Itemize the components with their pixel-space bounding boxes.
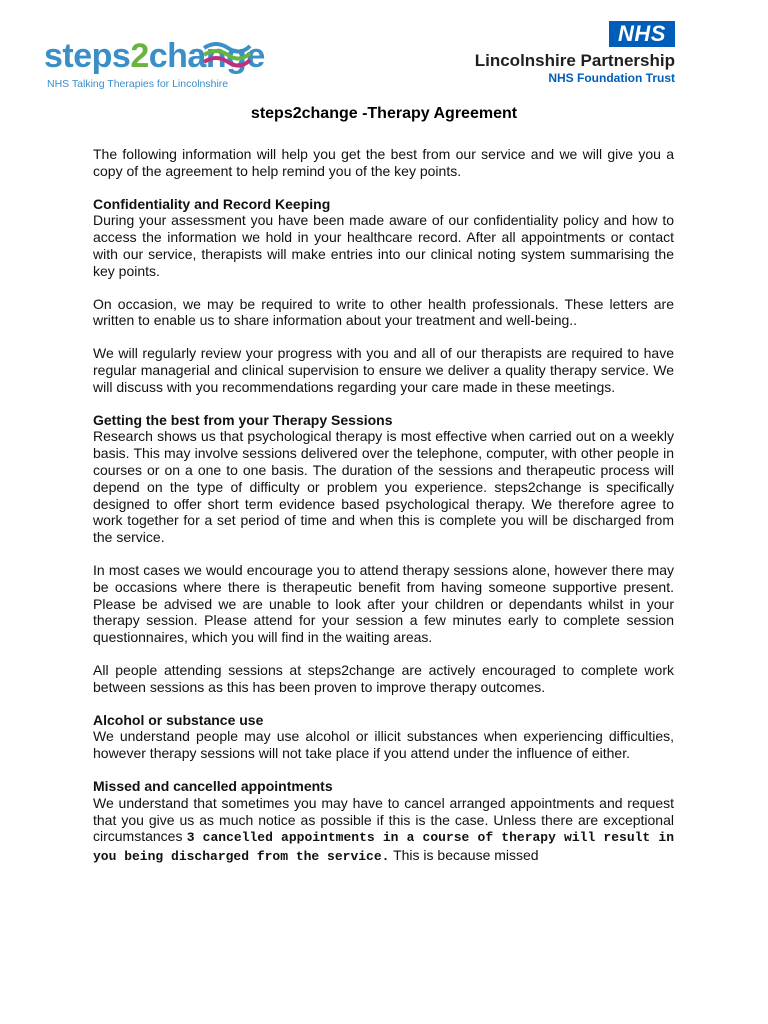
paragraph: In most cases we would encourage you to attend therapy sessions alone, however there may be occasions where there is therapeutic benefit from having someone supportive present. Please be advised we are unable to look after your children or dependants whilst in your therapy session. Please attend for your session a few minutes early to complete session questionnaires, which you will find in the waiting areas. bbox=[93, 561, 674, 646]
paragraph-text: We understand that sometimes you may have to cancel arranged appointments and request that you give us as much notice as possible if this is the case. Unless there are exceptional circumstances bbox=[93, 794, 674, 845]
trust-name: Lincolnshire Partnership bbox=[474, 51, 675, 70]
wave-stripes-icon bbox=[202, 40, 252, 70]
brand-part-steps: steps bbox=[44, 37, 131, 75]
nhs-trust-logo bbox=[455, 15, 675, 87]
paragraph: We understand people may use alcohol or illicit substances when experiencing difficulties, however therapy sessions will not take place if you attend under the influence of either. bbox=[93, 728, 674, 762]
paragraph-missed-appointments bbox=[93, 795, 674, 866]
paragraph: During your assessment you have been made aware of our confidentiality policy and how to access the information we hold in your healthcare record. After all appointments or contact with our service, therapists will make entries into our clinical noting system summarising the key points. bbox=[93, 212, 674, 279]
document-body bbox=[93, 146, 674, 882]
brand-part-change: change bbox=[148, 37, 265, 75]
discharge-warning: 3 cancelled appointments in a course of therapy will result in you being discharged from the service. bbox=[93, 830, 674, 865]
paragraph: We will regularly review your progress with you and all of our therapists are required to have regular managerial and clinical supervision to ensure we deliver a quality therapy service. We will discuss with you recommendations regarding your care made in these meetings. bbox=[93, 345, 674, 395]
logo-tagline: NHS Talking Therapies for Lincolnshire bbox=[47, 78, 229, 90]
trust-subtitle: NHS Foundation Trust bbox=[548, 71, 675, 85]
brand-part-2: 2 bbox=[130, 37, 149, 75]
section-heading-confidentiality: Confidentiality and Record Keeping bbox=[93, 195, 331, 212]
paragraph: On occasion, we may be required to write to other health professionals. These letters are written to enable us to share information about your treatment and well-being.. bbox=[93, 295, 674, 329]
paragraph: Research shows us that psychological therapy is most effective when carried out on a weekly basis. This may involve sessions delivered over the telephone, computer, with other people in courses or on a one to one basis. The duration of the sessions and therapeutic process will depend on the type of difficulty or problem you experience. steps2change is specifically designed to offer short term evidence based psychological therapy. We therefore agree to work together for a set period of time and when this is complete you will be discharged from the service. bbox=[93, 428, 674, 546]
nhs-badge: NHS bbox=[609, 21, 675, 47]
paragraph: All people attending sessions at steps2change are actively encouraged to complete work between sessions as this has been proven to improve therapy outcomes. bbox=[93, 661, 674, 695]
paragraph-text: This is because missed bbox=[389, 847, 539, 864]
intro-paragraph: The following information will help you get the best from our service and we will give you a copy of the agreement to help remind you of the key points. bbox=[93, 146, 674, 179]
section-heading-alcohol: Alcohol or substance use bbox=[93, 711, 264, 728]
section-heading-sessions: Getting the best from your Therapy Sessions bbox=[93, 411, 393, 428]
steps2change-logo bbox=[44, 36, 265, 92]
section-heading-missed-appointments: Missed and cancelled appointments bbox=[93, 777, 333, 794]
document-title: steps2change -Therapy Agreement bbox=[250, 105, 518, 122]
